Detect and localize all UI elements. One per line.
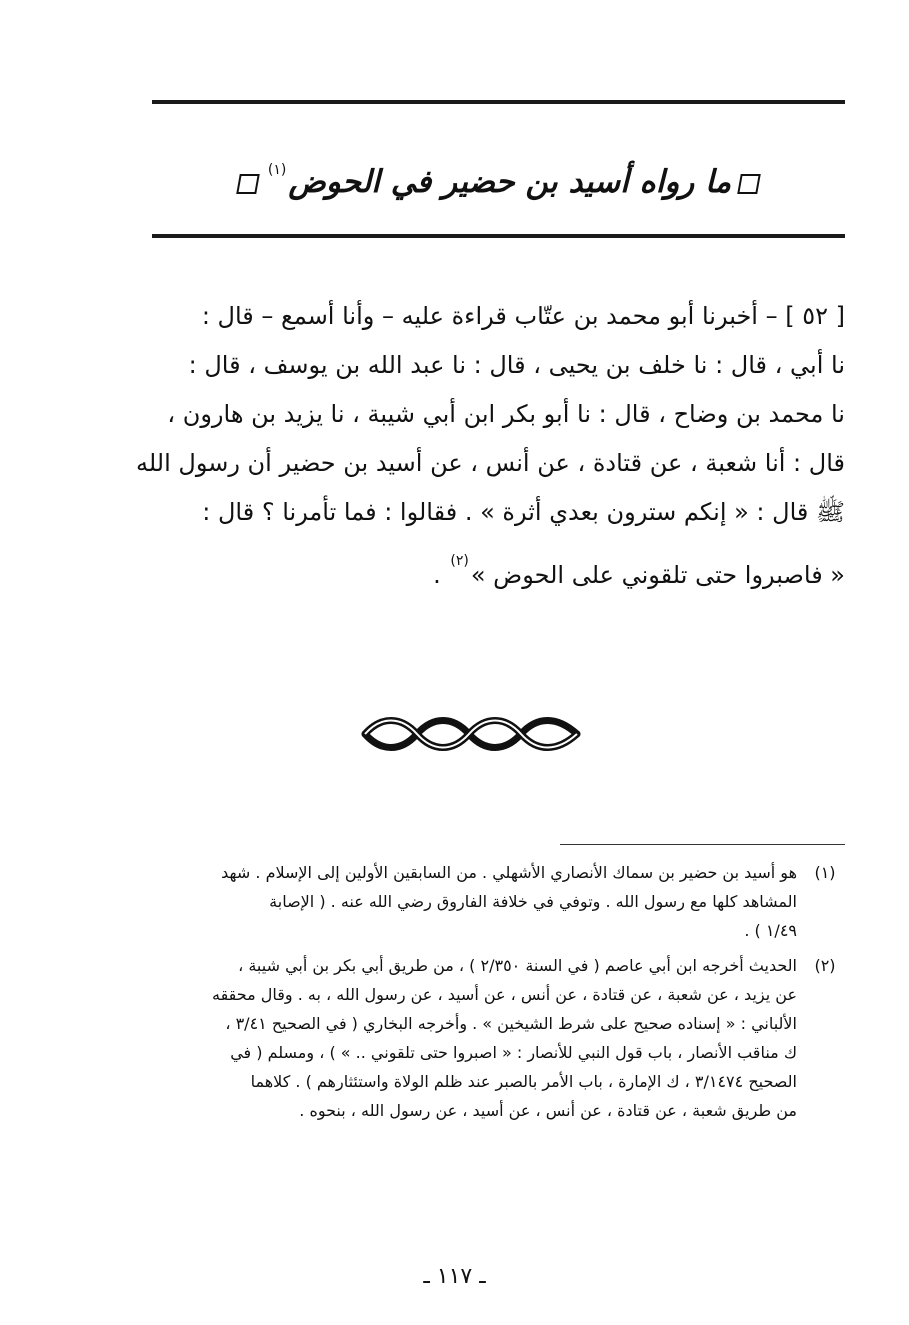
footnote-line: ك مناقب الأنصار ، باب قول النبي للأنصار : « اصبروا حتى تلقوني .. » ) ، ومسلم ( في: [230, 1043, 797, 1062]
hadith-line: نا أبي ، قال : نا خلف بن يحيى ، قال : نا عبد الله بن يوسف ، قال :: [188, 351, 845, 379]
braided-ornament-icon: [361, 712, 581, 756]
footnote-line: ١/٤٩ ) .: [744, 921, 797, 940]
square-bullet-icon: [236, 174, 260, 194]
footnote-line: من طريق شعبة ، عن قتادة ، عن أنس ، عن أسيد ، عن رسول الله ، بنحوه .: [299, 1101, 797, 1120]
page-number: ـ ١١٧ ـ: [423, 1264, 486, 1289]
footnote-2: [152, 951, 845, 1125]
footnote-ref-1: (١): [267, 162, 287, 178]
footnotes: [152, 858, 845, 1131]
hadith-last-line: [152, 537, 845, 600]
footnote-number: (٢): [814, 956, 836, 975]
square-bullet-icon: [737, 174, 761, 194]
hadith-line: [ ٥٢ ] – أخبرنا أبو محمد بن عتّاب قراءة عليه – وأنا أسمع – قال :: [201, 302, 845, 330]
hadith-line: ﷺ قال : « إنكم سترون بعدي أثرة » . فقالوا : فما تأمرنا ؟ قال :: [202, 498, 845, 526]
footnote-line: الصحيح ٣/١٤٧٤ ، ك الإمارة ، باب الأمر بالصبر عند ظلم الولاة واستئثارهم ) . كلاهما: [250, 1072, 797, 1091]
footnote-1: [152, 858, 845, 945]
footnote-number: (١): [814, 863, 836, 882]
footnote-line: عن يزيد ، عن شعبة ، عن قتادة ، عن أنس ، عن أسيد ، عن رسول الله ، به . وقال محققه: [211, 985, 797, 1004]
footnote-line: هو أسيد بن حضير بن سماك الأنصاري الأشهلي . من السابقين الأولين إلى الإسلام . شهد: [221, 863, 797, 882]
chapter-title: [152, 140, 845, 200]
footnote-ref-2: (٢): [450, 553, 469, 569]
header-rule-bottom: [152, 234, 845, 238]
hadith-line-tail: .: [433, 561, 449, 589]
footnote-line: الألباني : « إسناده صحيح على شرط الشيخين » . وأخرجه البخاري ( في الصحيح ٣/٤١ ،: [225, 1014, 797, 1033]
header-rule-top: [152, 100, 845, 104]
hadith-line: « فاصبروا حتى تلقوني على الحوض »: [470, 561, 845, 589]
hadith-line: قال : أنا شعبة ، عن قتادة ، عن أنس ، عن أسيد بن حضير أن رسول الله: [135, 449, 845, 477]
footnote-line: الحديث أخرجه ابن أبي عاصم ( في السنة ٢/٣٥٠ ) ، من طريق أبي بكر بن أبي شيبة ،: [238, 956, 797, 975]
hadith-line: نا محمد بن وضاح ، قال : نا أبو بكر ابن أبي شيبة ، نا يزيد بن هارون ،: [167, 400, 845, 428]
footnote-separator: [560, 844, 845, 845]
footnote-line: المشاهد كلها مع رسول الله . وتوفي في خلافة الفاروق رضي الله عنه . ( الإصابة: [269, 892, 797, 911]
chapter-title-text: ما رواه أسيد بن حضير في الحوض: [288, 164, 732, 200]
hadith-text: [135, 292, 845, 600]
